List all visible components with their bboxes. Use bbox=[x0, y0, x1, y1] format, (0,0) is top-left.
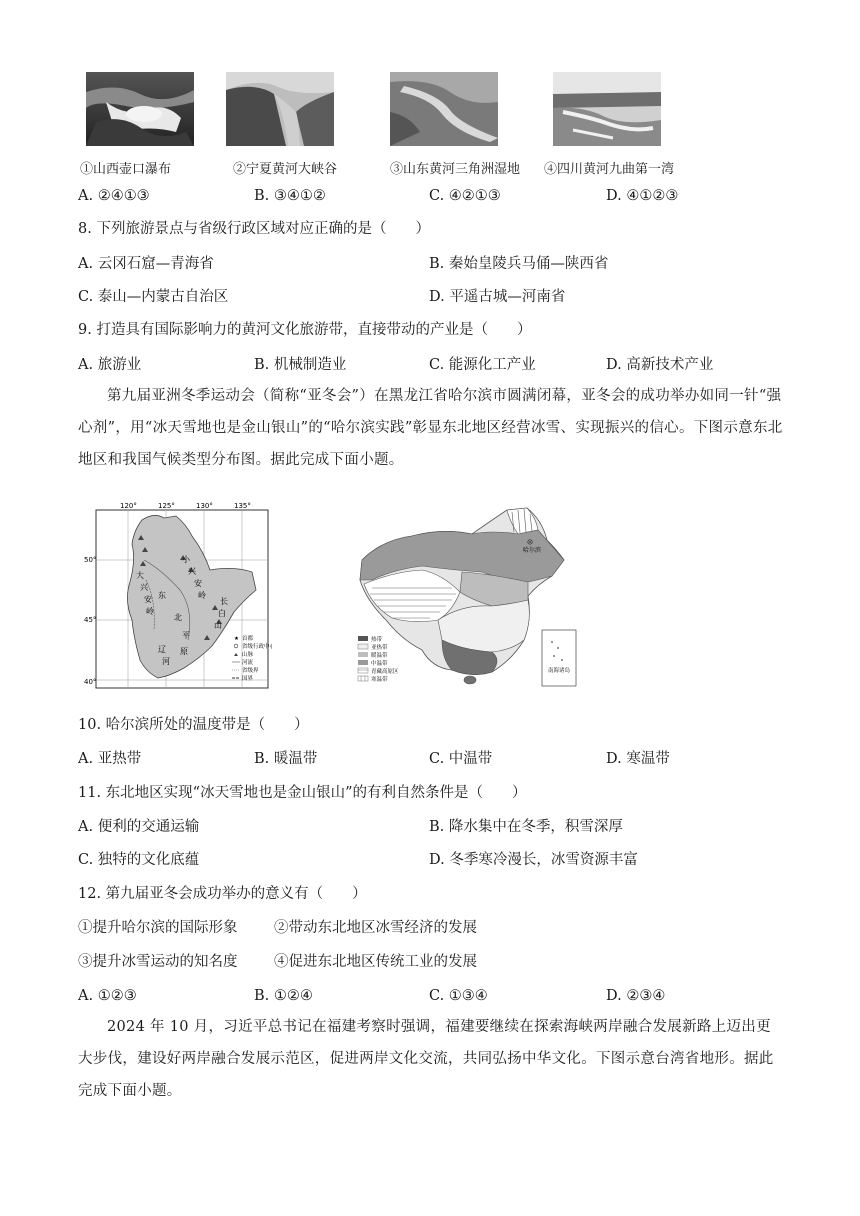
q9-option-d[interactable]: D. 高新技术产业 bbox=[606, 357, 714, 373]
q11-option-c[interactable]: C. 独特的文化底蕴 bbox=[78, 852, 200, 868]
photo-caption: ①山西壶口瀑布 bbox=[80, 162, 172, 177]
q8-option-a[interactable]: A. 云冈石窟—青海省 bbox=[78, 256, 214, 272]
legend-label: 省级界 bbox=[242, 668, 259, 674]
q7-option-b[interactable]: B. ③④①② bbox=[254, 188, 326, 204]
photo-sichuan-bend bbox=[553, 72, 661, 146]
legend-label: 寒温带 bbox=[371, 677, 388, 683]
q11-option-b[interactable]: B. 降水集中在冬季，积雪深厚 bbox=[429, 819, 623, 835]
q10-option-c[interactable]: C. 中温带 bbox=[429, 751, 493, 767]
q8-option-d[interactable]: D. 平遥古城—河南省 bbox=[429, 289, 566, 305]
q7-option-a[interactable]: A. ②④①③ bbox=[78, 188, 150, 204]
legend-label: 青藏高原区 bbox=[371, 669, 399, 675]
q12-item: ②带动东北地区冰雪经济的发展 bbox=[274, 920, 477, 936]
photo-caption: ③山东黄河三角洲湿地 bbox=[390, 162, 521, 177]
legend-label: 亚热带 bbox=[371, 645, 388, 651]
place-label: 岭 bbox=[198, 591, 206, 600]
legend-label: 中温带 bbox=[371, 661, 388, 667]
place-label: 小 bbox=[182, 555, 190, 564]
photo-shandong-delta bbox=[390, 72, 498, 146]
q12-option-b[interactable]: B. ①②④ bbox=[254, 988, 313, 1004]
q12-option-c[interactable]: C. ①③④ bbox=[429, 988, 488, 1004]
q12-item: ④促进东北地区传统工业的发展 bbox=[274, 954, 477, 970]
inset-label: 南海诸岛 bbox=[548, 668, 571, 674]
place-label: 北 bbox=[174, 613, 182, 622]
place-label: 兴 bbox=[188, 567, 196, 576]
place-label: 安 bbox=[194, 579, 202, 588]
q10-option-a[interactable]: A. 亚热带 bbox=[78, 751, 142, 767]
q8-option-c[interactable]: C. 泰山—内蒙古自治区 bbox=[78, 289, 229, 305]
legend-label: 热带 bbox=[371, 637, 383, 643]
q12-option-a[interactable]: A. ①②③ bbox=[78, 988, 137, 1004]
q9-option-b[interactable]: B. 机械制造业 bbox=[254, 357, 347, 373]
q10-stem: 10. 哈尔滨所处的温度带是（ ） bbox=[78, 717, 309, 733]
q12-item: ③提升冰雪运动的知名度 bbox=[78, 954, 238, 970]
place-label: 大 bbox=[136, 571, 144, 580]
q10-option-b[interactable]: B. 暖温带 bbox=[254, 751, 318, 767]
northeast-china-map bbox=[84, 500, 272, 692]
q9-option-c[interactable]: C. 能源化工产业 bbox=[429, 357, 536, 373]
q9-stem: 9. 打造具有国际影响力的黄河文化旅游带，直接带动的产业是（ ） bbox=[78, 322, 532, 338]
q8-option-b[interactable]: B. 秦始皇陵兵马俑—陕西省 bbox=[429, 256, 609, 272]
legend-label: 暖温带 bbox=[371, 653, 388, 659]
q7-option-d[interactable]: D. ④①②③ bbox=[606, 188, 679, 204]
legend-label: 省级行政中心 bbox=[242, 644, 272, 650]
photo-caption: ②宁夏黄河大峡谷 bbox=[233, 162, 338, 177]
place-label: 白 bbox=[218, 609, 226, 618]
q8-stem: 8. 下列旅游景点与省级行政区域对应正确的是（ ） bbox=[78, 221, 430, 237]
photo-ningxia-canyon bbox=[226, 72, 334, 146]
place-label: 东 bbox=[158, 591, 166, 600]
legend-label: 山脉 bbox=[242, 652, 254, 658]
lat-label: 50° bbox=[84, 556, 97, 564]
place-label: 安 bbox=[144, 595, 152, 604]
place-label: 河 bbox=[162, 657, 170, 666]
place-label: 岭 bbox=[146, 607, 154, 616]
china-climate-map bbox=[342, 500, 592, 692]
place-label: 平 bbox=[182, 631, 190, 640]
lon-label: 135° bbox=[234, 502, 251, 510]
place-label: 原 bbox=[180, 647, 188, 656]
q9-option-a[interactable]: A. 旅游业 bbox=[78, 357, 142, 373]
legend-label: 国界 bbox=[242, 676, 254, 682]
lon-label: 120° bbox=[120, 502, 137, 510]
q11-option-d[interactable]: D. 冬季寒冷漫长，冰雪资源丰富 bbox=[429, 852, 638, 868]
q11-stem: 11. 东北地区实现“冰天雪地也是金山银山”的有利自然条件是（ ） bbox=[78, 785, 527, 801]
lat-label: 45° bbox=[84, 616, 97, 624]
place-label: 辽 bbox=[158, 645, 166, 654]
q12-item: ①提升哈尔滨的国际形象 bbox=[78, 920, 238, 936]
photo-caption: ④四川黄河九曲第一湾 bbox=[544, 162, 675, 177]
place-label: 兴 bbox=[140, 583, 148, 592]
place-label: 山 bbox=[214, 621, 222, 630]
svg-text:★: ★ bbox=[234, 636, 239, 642]
lat-label: 40° bbox=[84, 678, 97, 686]
photo-hukou-waterfall bbox=[86, 72, 194, 146]
q11-option-a[interactable]: A. 便利的交通运输 bbox=[78, 819, 200, 835]
legend-label: 首都 bbox=[242, 636, 254, 642]
q7-option-c[interactable]: C. ④②①③ bbox=[429, 188, 501, 204]
lon-label: 125° bbox=[158, 502, 175, 510]
q12-option-d[interactable]: D. ②③④ bbox=[606, 988, 666, 1004]
lon-label: 130° bbox=[196, 502, 213, 510]
q10-option-d[interactable]: D. 寒温带 bbox=[606, 751, 670, 767]
q12-stem: 12. 第九届亚冬会成功举办的意义有（ ） bbox=[78, 886, 367, 902]
harbin-label: 哈尔滨 bbox=[523, 547, 542, 554]
passage-asian-winter-games: 第九届亚洲冬季运动会（简称“亚冬会”）在黑龙江省哈尔滨市圆满闭幕，亚冬会的成功举办如同一针“强心剂”，用“冰天雪地也是金山银山”的“哈尔滨实践”彰显东北地区经营冰雪、实现振兴的信心。下图示意东北地区和我国气候类型分布图。据此完成下面小题。 bbox=[78, 388, 783, 468]
passage-taiwan: 2024 年 10 月，习近平总书记在福建考察时强调，福建要继续在探索海峡两岸融合发展新路上迈出更大步伐，建设好两岸融合发展示范区，促进两岸文化交流，共同弘扬中华文化。下图示意台湾省地形。据此完成下面小题。 bbox=[78, 1019, 774, 1099]
legend-label: 河流 bbox=[242, 660, 254, 666]
place-label: 长 bbox=[220, 597, 228, 606]
